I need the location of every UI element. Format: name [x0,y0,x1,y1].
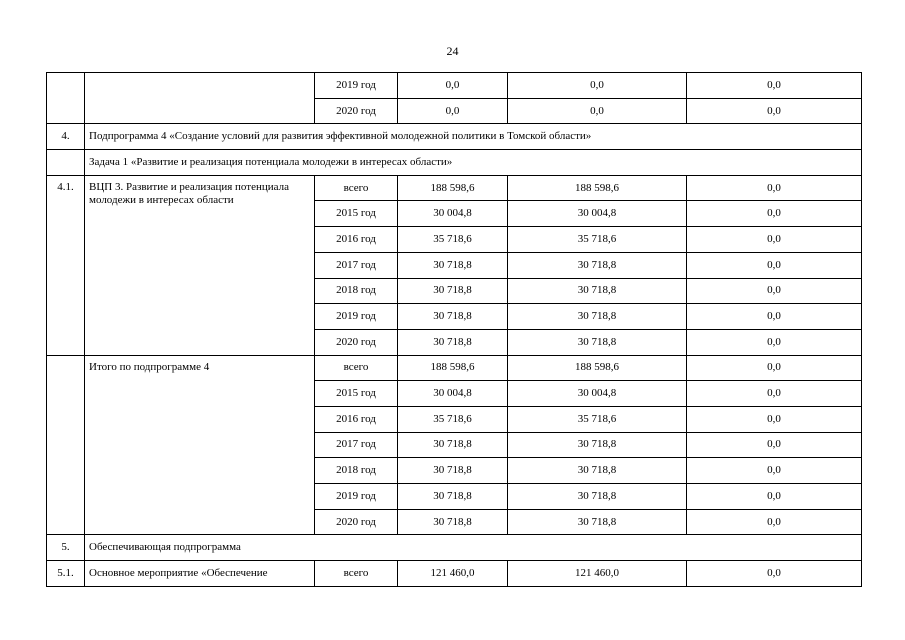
other-source-cell: 0,0 [687,252,862,278]
oblast-budget-cell: 35 718,6 [508,227,687,253]
other-source-cell: 0,0 [687,227,862,253]
other-source-cell: 0,0 [687,278,862,304]
total-cell: 30 718,8 [398,484,508,510]
other-source-cell: 0,0 [687,355,862,381]
total-cell: 35 718,6 [398,227,508,253]
main-activity-row [47,561,862,587]
budget-table [46,72,862,587]
subprogram-4-row [47,124,862,150]
period-cell: 2019 год [315,304,398,330]
period-cell: 2015 год [315,201,398,227]
total-cell: 121 460,0 [398,561,508,587]
other-source-cell: 0,0 [687,561,862,587]
table-row [47,355,862,381]
page-number: 24 [446,44,459,58]
oblast-budget-cell: 30 004,8 [508,201,687,227]
total-cell: 0,0 [398,73,508,99]
subprogram-5-row [47,535,862,561]
oblast-budget-cell: 30 718,8 [508,509,687,535]
task-1-row [47,150,862,176]
oblast-budget-cell: 188 598,6 [508,355,687,381]
total-cell: 35 718,6 [398,406,508,432]
other-source-cell: 0,0 [687,381,862,407]
period-cell: всего [315,355,398,381]
period-cell: 2019 год [315,73,398,99]
other-source-cell: 0,0 [687,73,862,99]
main-activity-name: Основное мероприятие «Обеспечение [85,561,315,587]
total-cell: 30 718,8 [398,304,508,330]
oblast-budget-cell: 188 598,6 [508,175,687,201]
task-1-title: Задача 1 «Развитие и реализация потенциала молодежи в интересах области» [85,150,862,176]
period-cell: 2015 год [315,381,398,407]
oblast-budget-cell: 121 460,0 [508,561,687,587]
oblast-budget-cell: 30 718,8 [508,278,687,304]
total-cell: 30 718,8 [398,509,508,535]
subprogram-5-number: 5. [47,535,85,561]
total-cell: 30 004,8 [398,201,508,227]
oblast-budget-cell: 30 004,8 [508,381,687,407]
other-source-cell: 0,0 [687,175,862,201]
oblast-budget-cell: 30 718,8 [508,304,687,330]
period-cell: 2017 год [315,252,398,278]
period-cell: всего [315,561,398,587]
period-cell: 2019 год [315,484,398,510]
oblast-budget-cell: 0,0 [508,73,687,99]
itogo-number-cell [47,355,85,535]
main-activity-number: 5.1. [47,561,85,587]
other-source-cell: 0,0 [687,304,862,330]
task-1-number-cell [47,150,85,176]
other-source-cell: 0,0 [687,201,862,227]
period-cell: 2020 год [315,509,398,535]
total-cell: 30 718,8 [398,458,508,484]
subprogram-4-number: 4. [47,124,85,150]
other-source-cell: 0,0 [687,432,862,458]
total-cell: 30 718,8 [398,432,508,458]
total-cell: 188 598,6 [398,175,508,201]
itogo-name: Итого по подпрограмме 4 [85,355,315,535]
oblast-budget-cell: 30 718,8 [508,432,687,458]
other-source-cell: 0,0 [687,509,862,535]
other-source-cell: 0,0 [687,458,862,484]
row-number-cell [47,73,85,124]
other-source-cell: 0,0 [687,98,862,124]
vcp-3-name: ВЦП 3. Развитие и реализация потенциала молодежи в интересах области [85,175,315,355]
period-cell: 2020 год [315,329,398,355]
oblast-budget-cell: 30 718,8 [508,329,687,355]
period-cell: 2016 год [315,406,398,432]
total-cell: 30 004,8 [398,381,508,407]
period-cell: всего [315,175,398,201]
other-source-cell: 0,0 [687,406,862,432]
period-cell: 2018 год [315,278,398,304]
oblast-budget-cell: 30 718,8 [508,252,687,278]
subprogram-5-title: Обеспечивающая подпрограмма [85,535,862,561]
oblast-budget-cell: 30 718,8 [508,484,687,510]
oblast-budget-cell: 35 718,6 [508,406,687,432]
period-cell: 2020 год [315,98,398,124]
oblast-budget-cell: 30 718,8 [508,458,687,484]
total-cell: 0,0 [398,98,508,124]
total-cell: 188 598,6 [398,355,508,381]
subprogram-4-title: Подпрограмма 4 «Создание условий для развития эффективной молодежной политики в Томской области» [85,124,862,150]
oblast-budget-cell: 0,0 [508,98,687,124]
total-cell: 30 718,8 [398,329,508,355]
period-cell: 2017 год [315,432,398,458]
vcp-3-number: 4.1. [47,175,85,355]
total-cell: 30 718,8 [398,278,508,304]
other-source-cell: 0,0 [687,484,862,510]
period-cell: 2016 год [315,227,398,253]
total-cell: 30 718,8 [398,252,508,278]
table-row [47,175,862,201]
row-name-cell [85,73,315,124]
period-cell: 2018 год [315,458,398,484]
table-row [47,73,862,99]
other-source-cell: 0,0 [687,329,862,355]
